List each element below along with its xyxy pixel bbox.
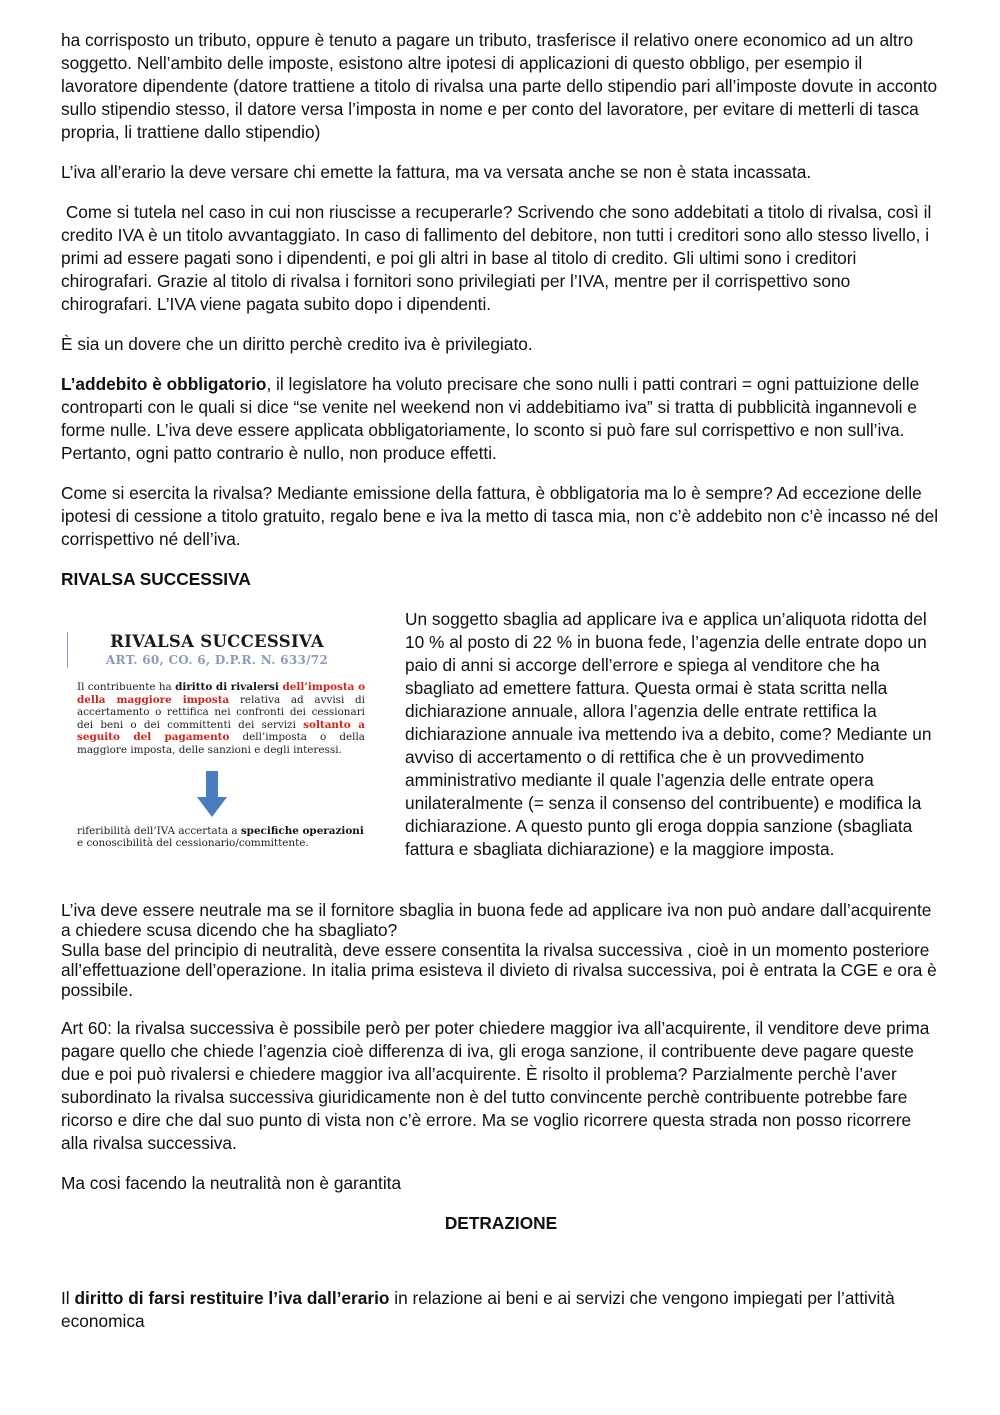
paragraph-iva-versamento: L’iva all’erario la deve versare chi emette la fattura, ma va versata anche se non è stata incassata. (61, 162, 812, 182)
slide-figure (61, 608, 405, 883)
paragraph-neutral-conclusion: Ma cosi facendo la neutralità non è garantita (61, 1173, 402, 1193)
paragraph-addebito (61, 373, 941, 465)
figure-row (61, 608, 941, 883)
paragraph-rivalsa-intro: ha corrisposto un tributo, oppure è tenuto a pagare un tributo, trasferisce il relativo onere economico ad un altro soggetto. Nell’ambito delle imposte, esistono altre ipotesi di applicazioni di questo obbligo, per esempio il lavoratore dipendente (datore trattiene a titolo di rivalsa una parte dello stipendio pari all’imposte dovute in acconto sullo stipendio stesso, il datore versa l’imposta in nome e per conto del lavoratore, per evitare di metterli di tasca propria, li trattiene dallo stipendio) (61, 30, 938, 142)
paragraph-neutral-principle: Sulla base del principio di neutralità, deve essere consentita la rivalsa successiva , cioè in un momento posteriore all’effettuazione dell’operazione. In italia prima esisteva il divieto di rivalsa successiva, poi è entrata la CGE e ora è possibile. (61, 940, 937, 1000)
heading-rivalsa-successiva: RIVALSA SUCCESSIVA (61, 569, 251, 589)
detrazione-rest: in relazione ai beni e ai servizi che vengono impiegati per l’attività economica (61, 1288, 895, 1331)
paragraph-art60: Art 60: la rivalsa successiva è possibile però per poter chiedere maggior iva all’acquirente, il venditore deve prima pagare quello che chiede l’agenzia cioè differenza di iva, gli eroga sanzione, il contribuente deve pagare queste due e poi può rivalersi e chiedere maggior iva all’acquirente. È risolto il problema? Parzialmente perchè l’aver subordinato la rivalsa successiva giuridicamente non è del tutto convincente perchè contribuente potrebbe fare ricorso e dire che dal suo punto di vista non c’è errore. Ma se voglio ricorrere questa strada non posso ricorrere alla rivalsa successiva. (61, 1018, 930, 1153)
slide-accent-line (67, 632, 68, 668)
slide-body-red: dell’imposta o della maggiore imposta (77, 681, 366, 706)
slide-body-red: soltanto a seguito del pagamento (77, 718, 365, 744)
detrazione-pre: Il (61, 1288, 75, 1308)
paragraph-dovere-diritto: È sia un dovere che un diritto perchè credito iva è privilegiato. (61, 334, 533, 354)
spacer (61, 1235, 941, 1287)
slide-foot-text: e conoscibilità del cessionario/committente. (77, 837, 309, 850)
slide-footer (67, 825, 367, 850)
paragraph-detrazione (61, 1287, 941, 1333)
slide-body (67, 681, 367, 757)
slide (67, 632, 367, 862)
document-page (61, 29, 941, 1350)
down-arrow-icon (197, 771, 227, 817)
paragraph-rivalsa-question: Come si esercita la rivalsa? Mediante emissione della fattura, è obbligatoria ma lo è sempre? Ad eccezione delle ipotesi di cessione a titolo gratuito, regalo bene e iva la metto di tasca mia, non c’è addebito non c’è incasso né del corrispettivo né dell’iva. (61, 483, 939, 549)
paragraph-example-error: Un soggetto sbaglia ad applicare iva e applica un’aliquota ridotta del 10 % al posto di 22 % in buona fede, l’agenzia delle entrate dopo un paio di anni si accorge dell’errore e spiega al venditore che ha sbagliato ad emettere fattura. Questa ormai è stata scritta nella dichiarazione annuale, allora l’agenzia delle entrate rettifica la dichiarazione annuale iva mettendo iva a debito, come? Mediante un avviso di accertamento o di rettifica che è un provvedimento amministrativo mediante il quale l’agenzia delle entrate opera unilateralmente (= senza il consenso del contribuente) e modifica la dichiarazione. A questo punto gli eroga doppia sanzione (sbagliata fattura e sbagliata dichiarazione) e la maggiore imposta. (405, 609, 932, 859)
addebito-rest: , il legislatore ha voluto precisare che sono nulli i patti contrari = ogni pattuizione delle controparti con le quali si dice “se venite nel weekend non vi addebitiamo iva” si tratta di pubblicità ingannevoli e forme nulle. L’iva deve essere applicata obbligatoriamente, lo sconto si può fare sul corrispettivo e non sull’iva. Pertanto, ogni patto contrario è nullo, non produce effetti. (61, 374, 920, 463)
slide-body-text: relativa ad avvisi di accertamento o rettifica nei confronti dei cessionari dei beni o dei committenti dei servizi (77, 693, 365, 731)
slide-foot-bold: specifiche operazioni (240, 824, 364, 837)
slide-foot-text: riferibilità dell’IVA accertata a (77, 824, 241, 837)
slide-body-text: dell’imposta o della maggiore imposta, delle sanzioni e degli interessi. (77, 731, 365, 756)
paragraph-tutela: Come si tutela nel caso in cui non riuscisse a recuperarle? Scrivendo che sono addebitati a titolo di rivalsa, così il credito IVA è un titolo avvantaggiato. In caso di fallimento del debitore, non tutti i creditori sono allo stesso livello, i primi ad essere pagati sono i dipendenti, e poi gli altri in base al titolo di credito. Gli ultimi sono i creditori chirografari. Grazie al titolo di rivalsa i fornitori sono privilegiati per l’IVA, mentre per il corrispettivo sono chirografari. L’IVA viene pagata subito dopo i dipendenti. (61, 202, 937, 314)
slide-body-text: Il contribuente ha (77, 681, 176, 693)
addebito-bold: L’addebito è obbligatorio (61, 374, 267, 394)
slide-subtitle: ART. 60, CO. 6, D.P.R. N. 633/72 (105, 653, 329, 667)
heading-detrazione: DETRAZIONE (444, 1213, 558, 1233)
slide-title: RIVALSA SUCCESSIVA (110, 632, 324, 651)
slide-body-bold: diritto di rivalersi (175, 681, 279, 693)
detrazione-bold: diritto di farsi restituire l’iva dall’erario (74, 1288, 390, 1308)
paragraph-neutral-question: L’iva deve essere neutrale ma se il fornitore sbaglia in buona fede ad applicare iva non può andare dall’acquirente a chiedere scusa dicendo che ha sbagliato? (61, 900, 932, 940)
